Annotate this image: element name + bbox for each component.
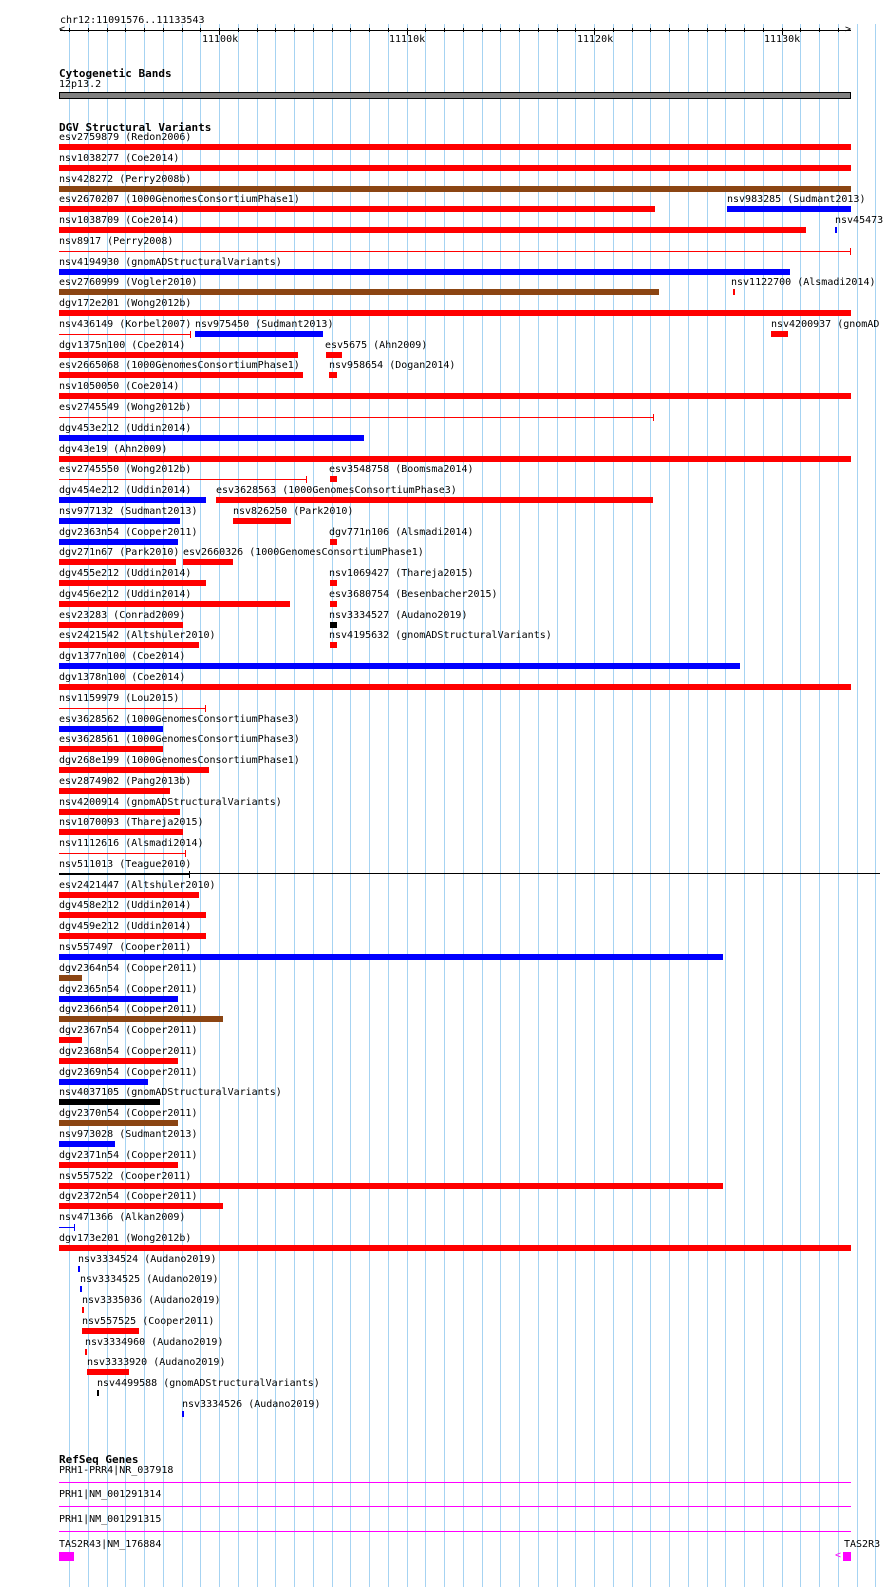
variant-label: esv3548758 (Boomsma2014) [329,464,474,475]
variant-bar[interactable] [727,206,851,212]
variant-label: nsv1038709 (Coe2014) [59,215,180,226]
cytoband-track-title: Cytogenetic Bands [59,67,172,80]
grid-line [669,24,670,1587]
variant-label: nsv826250 (Park2010) [233,506,354,517]
variant-bar[interactable] [59,539,178,545]
grid-line [519,24,520,1587]
variant-bar[interactable] [233,518,291,524]
variant-label: esv2660326 (1000GenomesConsortiumPhase1) [183,547,424,558]
ruler-tick [332,28,333,32]
ruler-tick [632,28,633,32]
variant-label: dgv2371n54 (Cooper2011) [59,1150,198,1161]
variant-label: dgv2372n54 (Cooper2011) [59,1191,198,1202]
variant-label: nsv1050050 (Coe2014) [59,381,180,392]
variant-label: esv2745550 (Wong2012b) [59,464,192,475]
ruler-tick [744,28,745,32]
ruler-tick [500,28,501,32]
gene-exon[interactable] [843,1552,851,1561]
variant-bar[interactable] [59,1016,223,1022]
variant-label: dgv453e212 (Uddin2014) [59,423,192,434]
variant-bar[interactable] [59,996,178,1002]
variant-bar[interactable] [183,559,233,565]
variant-bar[interactable] [59,186,851,192]
variant-line-end [74,1224,75,1231]
variant-bar[interactable] [82,1307,84,1313]
variant-bar[interactable] [195,331,323,337]
variant-bar[interactable] [59,954,723,960]
variant-bar[interactable] [330,580,337,586]
variant-label: dgv172e201 (Wong2012b) [59,298,192,309]
variant-bar[interactable] [59,144,851,150]
variant-label: nsv3334524 (Audano2019) [78,1254,217,1265]
variant-line[interactable] [59,1227,75,1228]
grid-line [632,24,633,1587]
variant-label: dgv43e19 (Ahn2009) [59,444,168,455]
ruler-tick [819,28,820,32]
variant-label: dgv268e199 (1000GenomesConsortiumPhase1) [59,755,300,766]
ruler-left-arrow: < [59,24,66,35]
variant-label: esv3680754 (Besenbacher2015) [329,589,498,600]
variant-bar[interactable] [59,767,209,773]
ruler-tick [369,28,370,32]
variant-label: nsv3334526 (Audano2019) [182,1399,321,1410]
grid-line [313,24,314,1587]
variant-line-end [185,850,186,857]
variant-bar[interactable] [330,622,337,628]
grid-line [463,24,464,1587]
variant-bar[interactable] [330,539,337,545]
variant-bar[interactable] [82,1328,139,1334]
grid-line [575,24,576,1587]
grid-line [800,24,801,1587]
variant-label: esv5675 (Ahn2009) [325,340,428,351]
variant-bar[interactable] [59,1037,82,1043]
ruler-tick [482,28,483,32]
variant-label: nsv557525 (Cooper2011) [82,1316,215,1327]
variant-bar[interactable] [59,809,180,815]
variant-bar[interactable] [59,1162,178,1168]
variant-bar[interactable] [835,227,837,233]
variant-label: nsv3333920 (Audano2019) [87,1357,226,1368]
variant-bar[interactable] [59,372,303,378]
variant-bar[interactable] [59,1245,851,1251]
variant-label: nsv471366 (Alkan2009) [59,1212,186,1223]
variant-label: esv2670207 (1000GenomesConsortiumPhase1) [59,194,300,205]
variant-line[interactable] [59,251,851,252]
grid-line [650,24,651,1587]
variant-bar[interactable] [59,289,659,295]
variant-bar[interactable] [59,892,199,898]
ruler-tick [707,28,708,32]
grid-line [838,24,839,1587]
grid-line [819,24,820,1587]
variant-label: nsv1069427 (Thareja2015) [329,568,474,579]
variant-label: nsv977132 (Sudmant2013) [59,506,198,517]
variant-label: nsv1112616 (Alsmadi2014) [59,838,204,849]
variant-bar[interactable] [330,476,337,482]
grid-line [425,24,426,1587]
variant-label: dgv2365n54 (Cooper2011) [59,984,198,995]
variant-label: esv2421447 (Altshuler2010) [59,880,216,891]
variant-label: nsv4195632 (gnomADStructuralVariants) [329,630,552,641]
grid-line [613,24,614,1587]
variant-label: nsv3335036 (Audano2019) [82,1295,221,1306]
variant-label: nsv45473 [835,215,884,226]
ruler-tick [538,28,539,32]
variant-bar[interactable] [59,829,183,835]
variant-bar[interactable] [59,559,176,565]
grid-line [688,24,689,1587]
variant-label: nsv4200937 (gnomAD [771,319,880,330]
variant-bar[interactable] [59,227,806,233]
variant-label: esv3628563 (1000GenomesConsortiumPhase3) [216,485,457,496]
variant-line[interactable] [59,334,191,335]
variant-label: dgv2368n54 (Cooper2011) [59,1046,198,1057]
grid-line [538,24,539,1587]
ruler-tick [69,28,70,32]
ruler-tick-label: 11100k [202,34,239,45]
grid-line [369,24,370,1587]
ruler-tick [107,28,108,32]
variant-label: esv2760999 (Vogler2010) [59,277,198,288]
grid-line [407,24,408,1587]
variant-label: dgv2363n54 (Cooper2011) [59,527,198,538]
grid-line [500,24,501,1587]
variant-label: nsv1159979 (Lou2015) [59,693,180,704]
variant-bar[interactable] [59,912,206,918]
variant-bar[interactable] [59,456,851,462]
grid-line [444,24,445,1587]
variant-bar[interactable] [182,1411,184,1417]
variant-line-end [850,248,851,255]
variant-label: nsv1070093 (Thareja2015) [59,817,204,828]
variant-bar[interactable] [59,1183,723,1189]
variant-bar[interactable] [59,1120,178,1126]
variant-label: esv2421542 (Altshuler2010) [59,630,216,641]
grid-line [725,24,726,1587]
variant-bar[interactable] [97,1390,99,1396]
variant-label: nsv557522 (Cooper2011) [59,1171,192,1182]
variant-bar[interactable] [59,269,790,275]
variant-bar[interactable] [59,352,298,358]
variant-label: esv2665068 (1000GenomesConsortiumPhase1) [59,360,300,371]
track-separator [59,873,880,874]
variant-bar[interactable] [59,497,206,503]
ruler-tick [88,28,89,32]
refseq-track-title: RefSeq Genes [59,1453,139,1466]
ruler-tick [313,28,314,32]
ruler-tick [200,28,201,32]
variant-bar[interactable] [59,165,851,171]
variant-label: nsv4194930 (gnomADStructuralVariants) [59,257,282,268]
variant-label: nsv975450 (Sudmant2013) [195,319,334,330]
variant-line-end [190,331,191,338]
variant-label: esv3628561 (1000GenomesConsortiumPhase3) [59,734,300,745]
ruler-tick [444,28,445,32]
variant-label: dgv2369n54 (Cooper2011) [59,1067,198,1078]
variant-bar[interactable] [59,580,206,586]
variant-bar[interactable] [59,1203,223,1209]
variant-line[interactable] [59,479,307,480]
variant-bar[interactable] [59,746,163,752]
variant-label: nsv983285 (Sudmant2013) [727,194,866,205]
ruler-tick [763,28,764,32]
variant-label: dgv456e212 (Uddin2014) [59,589,192,600]
variant-line[interactable] [59,417,654,418]
variant-bar[interactable] [59,518,180,524]
variant-bar[interactable] [87,1369,129,1375]
variant-bar[interactable] [330,642,337,648]
ruler-tick [163,28,164,32]
grid-line [744,24,745,1587]
ruler-tick [650,28,651,32]
variant-bar[interactable] [771,331,788,337]
ruler-tick [688,28,689,32]
variant-bar[interactable] [78,1266,80,1272]
variant-label: nsv3334525 (Audano2019) [80,1274,219,1285]
gene-exon[interactable] [59,1552,74,1561]
gene-label: PRH1-PRR4|NR_037918 [59,1465,174,1476]
ruler-tick [669,28,670,32]
variant-label: nsv3334527 (Audano2019) [329,610,468,621]
variant-label: nsv3334960 (Audano2019) [85,1337,224,1348]
gene-label: PRH1|NM_001291314 [59,1489,162,1500]
grid-line [557,24,558,1587]
variant-bar[interactable] [59,788,170,794]
variant-label: dgv271n67 (Park2010) [59,547,180,558]
variant-label: nsv4499588 (gnomADStructuralVariants) [97,1378,320,1389]
ruler-tick [838,28,839,32]
variant-label: nsv511013 (Teague2010) [59,859,192,870]
variant-label: dgv173e201 (Wong2012b) [59,1233,192,1244]
gene-model[interactable] [59,1482,851,1483]
variant-label: dgv454e212 (Uddin2014) [59,485,192,496]
ruler-tick [425,28,426,32]
variant-label: dgv1377n100 (Coe2014) [59,651,186,662]
variant-label: esv2759879 (Redon2006) [59,132,192,143]
variant-label: esv2745549 (Wong2012b) [59,402,192,413]
gene-label: PRH1|NM_001291315 [59,1514,162,1525]
variant-label: esv3628562 (1000GenomesConsortiumPhase3) [59,714,300,725]
variant-bar[interactable] [733,289,735,295]
variant-line[interactable] [59,853,186,854]
variant-bar[interactable] [59,1099,160,1105]
variant-label: nsv1122700 (Alsmadi2014) [731,277,876,288]
variant-bar[interactable] [59,310,851,316]
gene-label: TAS2R43|NM_176884 [59,1539,162,1550]
variant-label: nsv958654 (Dogan2014) [329,360,456,371]
ruler-tick [725,28,726,32]
variant-bar[interactable] [326,352,342,358]
grid-line [707,24,708,1587]
variant-bar[interactable] [59,206,655,212]
variant-label: esv23283 (Conrad2009) [59,610,186,621]
variant-label: dgv455e212 (Uddin2014) [59,568,192,579]
variant-bar[interactable] [59,684,851,690]
variant-line[interactable] [59,708,206,709]
ruler-tick [257,28,258,32]
ruler-tick [238,28,239,32]
ruler-right-arrow: > [845,24,852,35]
variant-bar[interactable] [59,622,183,628]
variant-label: esv2874902 (Pang2013b) [59,776,192,787]
variant-bar[interactable] [59,726,163,732]
variant-bar[interactable] [59,1079,148,1085]
gene-label: TAS2R3 [844,1539,881,1550]
ruler-tick [388,28,389,32]
variant-label: nsv8917 (Perry2008) [59,236,174,247]
variant-label: nsv428272 (Perry2008b) [59,174,192,185]
location-label: chr12:11091576..11133543 [60,15,205,26]
ruler-tick-label: 11120k [577,34,614,45]
ruler-tick [294,28,295,32]
variant-bar[interactable] [80,1286,82,1292]
cytoband-label: 12p13.2 [59,79,102,90]
variant-label: dgv771n106 (Alsmadi2014) [329,527,474,538]
ruler-tick [275,28,276,32]
ruler-tick-label: 11110k [389,34,426,45]
dgv-track-title: DGV Structural Variants [59,121,212,134]
variant-bar[interactable] [59,1141,115,1147]
gene-strand-arrow: < [835,1550,842,1561]
grid-line [857,24,858,1587]
ruler-tick [463,28,464,32]
ruler-tick [125,28,126,32]
variant-bar[interactable] [59,933,206,939]
variant-bar[interactable] [59,601,290,607]
grid-line [594,24,595,1587]
variant-label: nsv1038277 (Coe2014) [59,153,180,164]
variant-bar[interactable] [85,1349,87,1355]
variant-label: dgv2367n54 (Cooper2011) [59,1025,198,1036]
grid-line [875,24,876,1587]
ruler-axis [60,30,851,31]
variant-bar[interactable] [59,393,851,399]
grid-line [782,24,783,1587]
ruler-tick [557,28,558,32]
variant-label: dgv2366n54 (Cooper2011) [59,1004,198,1015]
variant-bar[interactable] [330,601,337,607]
variant-bar[interactable] [59,975,82,981]
variant-label: dgv1375n100 (Coe2014) [59,340,186,351]
variant-label: dgv2370n54 (Cooper2011) [59,1108,198,1119]
grid-line [388,24,389,1587]
variant-label: dgv458e212 (Uddin2014) [59,900,192,911]
gene-model[interactable] [59,1506,851,1507]
grid-line [332,24,333,1587]
ruler-tick [182,28,183,32]
variant-bar[interactable] [59,435,364,441]
variant-line-end [653,414,654,421]
variant-label: nsv557497 (Cooper2011) [59,942,192,953]
variant-label: dgv1378n100 (Coe2014) [59,672,186,683]
variant-label: nsv4037105 (gnomADStructuralVariants) [59,1087,282,1098]
variant-bar[interactable] [59,1058,178,1064]
variant-label: dgv2364n54 (Cooper2011) [59,963,198,974]
variant-line[interactable] [59,874,190,875]
ruler-tick [800,28,801,32]
ruler-tick-label: 11130k [764,34,801,45]
ruler-tick [519,28,520,32]
variant-label: nsv436149 (Korbel2007) [59,319,192,330]
grid-line [482,24,483,1587]
ruler-tick [350,28,351,32]
variant-label: nsv4200914 (gnomADStructuralVariants) [59,797,282,808]
variant-bar[interactable] [329,372,337,378]
ruler-tick [144,28,145,32]
gene-model[interactable] [59,1531,851,1532]
variant-bar[interactable] [59,642,199,648]
variant-bar[interactable] [216,497,653,503]
variant-label: dgv459e212 (Uddin2014) [59,921,192,932]
variant-line-end [306,476,307,483]
variant-label: nsv973028 (Sudmant2013) [59,1129,198,1140]
grid-line [763,24,764,1587]
variant-bar[interactable] [59,663,740,669]
grid-line [350,24,351,1587]
cytoband-bar[interactable] [59,92,851,99]
variant-line-end [205,705,206,712]
ruler-tick [575,28,576,32]
grid-line [294,24,295,1587]
ruler-tick [613,28,614,32]
